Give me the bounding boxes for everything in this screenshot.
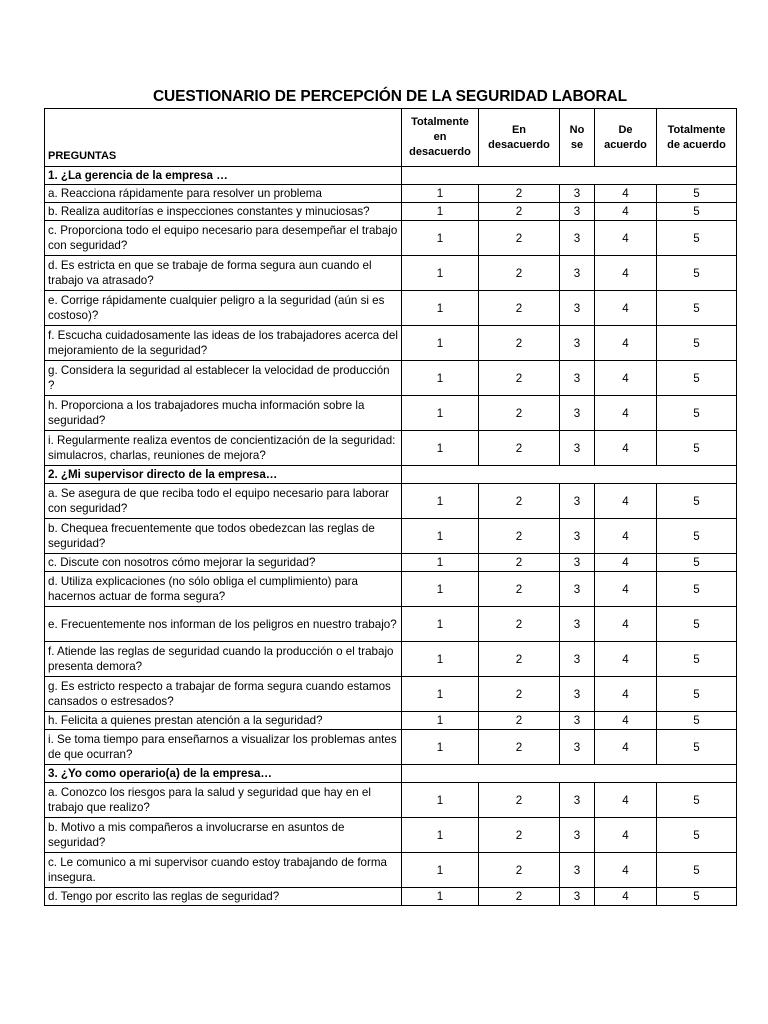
scale-option-3[interactable]: 3	[560, 554, 595, 572]
section-row	[45, 466, 737, 484]
table-row	[45, 730, 737, 765]
table-row	[45, 888, 737, 906]
scale-option-5[interactable]: 5	[657, 712, 737, 730]
scale-option-1[interactable]: 1	[402, 642, 479, 677]
table-row	[45, 484, 737, 519]
scale-option-3[interactable]: 3	[560, 185, 595, 203]
question-text: b. Realiza auditorías e inspecciones constantes y minuciosas?	[45, 203, 402, 221]
scale-option-1[interactable]: 1	[402, 712, 479, 730]
scale-option-2[interactable]: 2	[479, 730, 560, 765]
scale-option-4[interactable]: 4	[595, 203, 657, 221]
scale-option-1[interactable]: 1	[402, 730, 479, 765]
scale-option-3[interactable]: 3	[560, 256, 595, 291]
scale-option-4[interactable]: 4	[595, 519, 657, 554]
scale-option-1[interactable]: 1	[402, 361, 479, 396]
scale-option-2[interactable]: 2	[479, 203, 560, 221]
scale-option-1[interactable]: 1	[402, 431, 479, 466]
scale-option-1[interactable]: 1	[402, 396, 479, 431]
section-blank-cell	[402, 765, 737, 783]
scale-option-2[interactable]: 2	[479, 361, 560, 396]
scale-option-1[interactable]: 1	[402, 256, 479, 291]
scale-option-5[interactable]: 5	[657, 783, 737, 818]
scale-option-4[interactable]: 4	[595, 554, 657, 572]
scale-option-1[interactable]: 1	[402, 326, 479, 361]
table-row	[45, 431, 737, 466]
section-title: 3. ¿Yo como operario(a) de la empresa…	[45, 765, 402, 783]
scale-option-4[interactable]: 4	[595, 677, 657, 712]
scale-option-4[interactable]: 4	[595, 431, 657, 466]
question-text: d. Utiliza explicaciones (no sólo obliga el cumplimiento) para hacernos actuar de forma segura?	[45, 572, 402, 607]
scale-option-5[interactable]: 5	[657, 185, 737, 203]
question-text: a. Conozco los riesgos para la salud y seguridad que hay en el trabajo que realizo?	[45, 783, 402, 818]
scale-option-4[interactable]: 4	[595, 291, 657, 326]
table-row	[45, 519, 737, 554]
scale-option-2[interactable]: 2	[479, 554, 560, 572]
scale-option-5[interactable]: 5	[657, 677, 737, 712]
scale-option-3[interactable]: 3	[560, 431, 595, 466]
table-row	[45, 642, 737, 677]
scale-option-1[interactable]: 1	[402, 853, 479, 888]
scale-option-4[interactable]: 4	[595, 730, 657, 765]
scale-option-5[interactable]: 5	[657, 607, 737, 642]
scale-option-4[interactable]: 4	[595, 607, 657, 642]
section-row	[45, 167, 737, 185]
scale-option-2[interactable]: 2	[479, 642, 560, 677]
scale-option-2[interactable]: 2	[479, 888, 560, 906]
scale-option-1[interactable]: 1	[402, 677, 479, 712]
scale-option-5[interactable]: 5	[657, 730, 737, 765]
scale-option-3[interactable]: 3	[560, 783, 595, 818]
table-row	[45, 818, 737, 853]
scale-option-1[interactable]: 1	[402, 818, 479, 853]
table-row	[45, 712, 737, 730]
scale-option-2[interactable]: 2	[479, 221, 560, 256]
scale-option-2[interactable]: 2	[479, 712, 560, 730]
scale-option-1[interactable]: 1	[402, 291, 479, 326]
scale-option-4[interactable]: 4	[595, 818, 657, 853]
table-row	[45, 326, 737, 361]
scale-option-3[interactable]: 3	[560, 221, 595, 256]
scale-option-5[interactable]: 5	[657, 326, 737, 361]
table-row	[45, 256, 737, 291]
table-row	[45, 572, 737, 607]
scale-option-3[interactable]: 3	[560, 607, 595, 642]
scale-option-1[interactable]: 1	[402, 554, 479, 572]
section-row	[45, 765, 737, 783]
scale-option-3[interactable]: 3	[560, 677, 595, 712]
question-text: d. Tengo por escrito las reglas de seguridad?	[45, 888, 402, 906]
scale-option-3[interactable]: 3	[560, 888, 595, 906]
scale-option-1[interactable]: 1	[402, 607, 479, 642]
scale-option-2[interactable]: 2	[479, 396, 560, 431]
scale-option-5[interactable]: 5	[657, 221, 737, 256]
header-preguntas: PREGUNTAS	[45, 109, 402, 167]
section-blank-cell	[402, 167, 737, 185]
scale-option-5[interactable]: 5	[657, 396, 737, 431]
table-row	[45, 291, 737, 326]
scale-option-2[interactable]: 2	[479, 291, 560, 326]
question-text: b. Motivo a mis compañeros a involucrarse en asuntos de seguridad?	[45, 818, 402, 853]
scale-option-5[interactable]: 5	[657, 291, 737, 326]
section-title: 1. ¿La gerencia de la empresa …	[45, 167, 402, 185]
scale-option-4[interactable]: 4	[595, 888, 657, 906]
scale-option-3[interactable]: 3	[560, 291, 595, 326]
scale-option-3[interactable]: 3	[560, 818, 595, 853]
scale-option-4[interactable]: 4	[595, 783, 657, 818]
scale-option-2[interactable]: 2	[479, 607, 560, 642]
scale-option-1[interactable]: 1	[402, 203, 479, 221]
scale-option-1[interactable]: 1	[402, 572, 479, 607]
scale-option-2[interactable]: 2	[479, 519, 560, 554]
scale-option-2[interactable]: 2	[479, 326, 560, 361]
scale-option-5[interactable]: 5	[657, 572, 737, 607]
question-text: c. Discute con nosotros cómo mejorar la seguridad?	[45, 554, 402, 572]
question-text: d. Es estricta en que se trabaje de forma segura aun cuando el trabajo va atrasado?	[45, 256, 402, 291]
question-text: a. Se asegura de que reciba todo el equipo necesario para laborar con seguridad?	[45, 484, 402, 519]
table-row	[45, 203, 737, 221]
scale-option-3[interactable]: 3	[560, 361, 595, 396]
header-scale-1: Totalmente en desacuerdo	[402, 109, 479, 167]
question-text: c. Le comunico a mi supervisor cuando estoy trabajando de forma insegura.	[45, 853, 402, 888]
scale-option-3[interactable]: 3	[560, 519, 595, 554]
table-row	[45, 607, 737, 642]
scale-option-5[interactable]: 5	[657, 361, 737, 396]
table-row	[45, 783, 737, 818]
scale-option-4[interactable]: 4	[595, 256, 657, 291]
question-text: c. Proporciona todo el equipo necesario para desempeñar el trabajo con seguridad?	[45, 221, 402, 256]
scale-option-3[interactable]: 3	[560, 712, 595, 730]
scale-option-3[interactable]: 3	[560, 326, 595, 361]
scale-option-1[interactable]: 1	[402, 484, 479, 519]
scale-option-4[interactable]: 4	[595, 326, 657, 361]
scale-option-2[interactable]: 2	[479, 256, 560, 291]
question-text: i. Regularmente realiza eventos de concientización de la seguridad: simulacros, charlas, reuniones de mejora?	[45, 431, 402, 466]
table-row	[45, 853, 737, 888]
scale-option-3[interactable]: 3	[560, 203, 595, 221]
header-scale-3: No se	[560, 109, 595, 167]
scale-option-1[interactable]: 1	[402, 221, 479, 256]
table-row	[45, 554, 737, 572]
question-text: h. Felicita a quienes prestan atención a la seguridad?	[45, 712, 402, 730]
scale-option-5[interactable]: 5	[657, 484, 737, 519]
scale-option-1[interactable]: 1	[402, 185, 479, 203]
scale-option-2[interactable]: 2	[479, 818, 560, 853]
scale-option-4[interactable]: 4	[595, 572, 657, 607]
scale-option-2[interactable]: 2	[479, 484, 560, 519]
question-text: f. Escucha cuidadosamente las ideas de los trabajadores acerca del mejoramiento de la seguridad?	[45, 326, 402, 361]
scale-option-4[interactable]: 4	[595, 853, 657, 888]
scale-option-4[interactable]: 4	[595, 185, 657, 203]
scale-option-4[interactable]: 4	[595, 221, 657, 256]
scale-option-2[interactable]: 2	[479, 677, 560, 712]
question-text: a. Reacciona rápidamente para resolver un problema	[45, 185, 402, 203]
scale-option-3[interactable]: 3	[560, 572, 595, 607]
section-title: 2. ¿Mi supervisor directo de la empresa…	[45, 466, 402, 484]
scale-option-5[interactable]: 5	[657, 853, 737, 888]
scale-option-5[interactable]: 5	[657, 818, 737, 853]
scale-option-5[interactable]: 5	[657, 519, 737, 554]
scale-option-4[interactable]: 4	[595, 712, 657, 730]
scale-option-3[interactable]: 3	[560, 853, 595, 888]
scale-option-1[interactable]: 1	[402, 888, 479, 906]
scale-option-1[interactable]: 1	[402, 783, 479, 818]
scale-option-5[interactable]: 5	[657, 642, 737, 677]
question-text: g. Es estricto respecto a trabajar de forma segura cuando estamos cansados o estresados?	[45, 677, 402, 712]
scale-option-5[interactable]: 5	[657, 431, 737, 466]
table-row	[45, 361, 737, 396]
scale-option-4[interactable]: 4	[595, 361, 657, 396]
scale-option-5[interactable]: 5	[657, 554, 737, 572]
scale-option-2[interactable]: 2	[479, 853, 560, 888]
scale-option-2[interactable]: 2	[479, 431, 560, 466]
scale-option-2[interactable]: 2	[479, 572, 560, 607]
table-row	[45, 221, 737, 256]
scale-option-4[interactable]: 4	[595, 484, 657, 519]
question-text: i. Se toma tiempo para enseñarnos a visualizar los problemas antes de que ocurran?	[45, 730, 402, 765]
scale-option-5[interactable]: 5	[657, 256, 737, 291]
question-text: g. Considera la seguridad al establecer la velocidad de producción ?	[45, 361, 402, 396]
document-title: CUESTIONARIO DE PERCEPCIÓN DE LA SEGURIDAD LABORAL	[152, 88, 628, 105]
scale-option-4[interactable]: 4	[595, 396, 657, 431]
scale-option-5[interactable]: 5	[657, 203, 737, 221]
scale-option-2[interactable]: 2	[479, 185, 560, 203]
table-row	[45, 677, 737, 712]
scale-option-5[interactable]: 5	[657, 888, 737, 906]
scale-option-3[interactable]: 3	[560, 642, 595, 677]
header-scale-5: Totalmente de acuerdo	[657, 109, 737, 167]
questionnaire-table	[44, 108, 737, 906]
header-scale-4: De acuerdo	[595, 109, 657, 167]
question-text: h. Proporciona a los trabajadores mucha información sobre la seguridad?	[45, 396, 402, 431]
question-text: e. Corrige rápidamente cualquier peligro a la seguridad (aún si es costoso)?	[45, 291, 402, 326]
table-row	[45, 185, 737, 203]
question-text: e. Frecuentemente nos informan de los peligros en nuestro trabajo?	[45, 607, 402, 642]
scale-option-3[interactable]: 3	[560, 396, 595, 431]
question-text: f. Atiende las reglas de seguridad cuando la producción o el trabajo presenta demora?	[45, 642, 402, 677]
header-scale-2: En desacuerdo	[479, 109, 560, 167]
scale-option-3[interactable]: 3	[560, 730, 595, 765]
scale-option-2[interactable]: 2	[479, 783, 560, 818]
scale-option-1[interactable]: 1	[402, 519, 479, 554]
table-row	[45, 396, 737, 431]
question-text: b. Chequea frecuentemente que todos obedezcan las reglas de seguridad?	[45, 519, 402, 554]
header-row	[45, 109, 737, 167]
section-blank-cell	[402, 466, 737, 484]
scale-option-3[interactable]: 3	[560, 484, 595, 519]
scale-option-4[interactable]: 4	[595, 642, 657, 677]
